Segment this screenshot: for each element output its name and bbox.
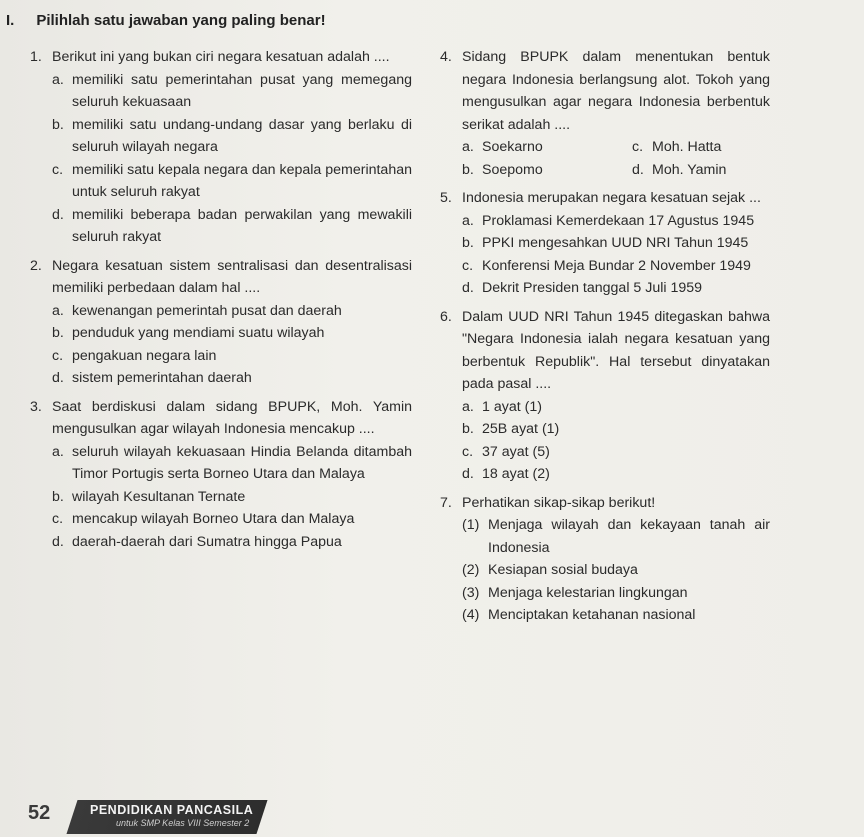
- statement-text: Menciptakan ketahanan nasional: [488, 607, 696, 623]
- section-heading: [6, 12, 326, 29]
- question-3: [30, 396, 412, 554]
- option-letter: d.: [632, 161, 644, 178]
- option-d[interactable]: [462, 277, 770, 300]
- option-text: Proklamasi Kemerdekaan 17 Agustus 1945: [482, 212, 755, 229]
- question-number: 4.: [440, 49, 452, 65]
- question-stem: Berikut ini yang bukan ciri negara kesatuan adalah ....: [52, 49, 390, 65]
- option-text: daerah-daerah dari Sumatra hingga Papua: [72, 533, 342, 550]
- option-text: wilayah Kesultanan Ternate: [72, 488, 246, 505]
- option-a[interactable]: [462, 210, 770, 233]
- option-text: Soekarno: [482, 139, 543, 155]
- option-letter: d.: [52, 206, 64, 223]
- option-letter: b.: [462, 235, 474, 251]
- statement-number: (4): [462, 607, 480, 623]
- question-stem: Sidang BPUPK dalam menentukan bentuk negara Indonesia berlangsung alot. Tokoh yang mengusulkan agar negara Indonesia berbentuk serikat adalah ....: [462, 49, 770, 133]
- option-text: memiliki satu kepala negara dan kepala pemerintahan untuk seluruh rakyat: [72, 161, 412, 200]
- option-letter: a.: [462, 212, 474, 229]
- option-text: 1 ayat (1): [482, 398, 542, 415]
- option-text: Dekrit Presiden tanggal 5 Juli 1959: [482, 280, 703, 296]
- statement-text: Menjaga kelestarian lingkungan: [488, 584, 688, 601]
- option-letter: b.: [462, 421, 474, 437]
- option-b[interactable]: [462, 232, 770, 255]
- option-a[interactable]: [52, 300, 412, 323]
- option-d[interactable]: [632, 159, 792, 182]
- statement-item: [462, 604, 770, 627]
- question-4: [440, 46, 770, 181]
- right-column: [440, 46, 770, 633]
- option-b[interactable]: [52, 486, 412, 509]
- option-text: penduduk yang mendiami suatu wilayah: [72, 325, 325, 341]
- option-letter: b.: [52, 488, 64, 505]
- question-5: [440, 187, 770, 300]
- question-7: [440, 492, 770, 627]
- option-letter: c.: [52, 161, 64, 178]
- option-d[interactable]: [462, 463, 770, 486]
- option-letter: c.: [462, 443, 474, 460]
- section-instruction: Pilihlah satu jawaban yang paling benar!: [36, 12, 326, 29]
- section-number: I.: [6, 12, 15, 29]
- option-c[interactable]: [52, 508, 412, 531]
- option-d[interactable]: [52, 204, 412, 249]
- option-letter: a.: [52, 443, 64, 460]
- question-stem: Indonesia merupakan negara kesatuan sejak ...: [462, 190, 761, 206]
- option-text: PPKI mengesahkan UUD NRI Tahun 1945: [482, 235, 749, 251]
- option-d[interactable]: [52, 531, 412, 554]
- option-letter: b.: [52, 116, 64, 133]
- page-number: 52: [28, 802, 51, 824]
- option-text: memiliki satu pemerintahan pusat yang memegang seluruh kekuasaan: [72, 71, 412, 110]
- option-b[interactable]: [52, 322, 412, 345]
- question-stem: Perhatikan sikap-sikap berikut!: [462, 494, 656, 511]
- statement-item: [462, 514, 770, 559]
- option-text: 18 ayat (2): [482, 466, 550, 482]
- option-text: pengakuan negara lain: [72, 347, 217, 364]
- question-2: [30, 255, 412, 390]
- option-a[interactable]: [52, 441, 412, 486]
- option-letter: d.: [462, 466, 474, 482]
- option-text: Soepomo: [482, 161, 543, 178]
- option-letter: c.: [462, 257, 474, 274]
- option-letter: b.: [462, 161, 474, 178]
- option-text: memiliki satu undang-undang dasar yang berlaku di seluruh wilayah negara: [72, 116, 412, 155]
- option-grid: [462, 136, 770, 181]
- statement-text: Kesiapan sosial budaya: [488, 562, 638, 578]
- option-a[interactable]: [462, 136, 632, 159]
- question-number: 5.: [440, 190, 452, 206]
- option-a[interactable]: [52, 69, 412, 114]
- option-letter: b.: [52, 325, 64, 341]
- option-c[interactable]: [462, 255, 770, 278]
- option-text: Moh. Hatta: [652, 139, 722, 155]
- left-column: [30, 46, 412, 559]
- option-a[interactable]: [462, 396, 770, 419]
- question-stem: Saat berdiskusi dalam sidang BPUPK, Moh. Yamin mengusulkan agar wilayah Indonesia mencakup ....: [52, 398, 412, 437]
- statement-number: (1): [462, 517, 480, 533]
- option-text: memiliki beberapa badan perwakilan yang mewakili seluruh rakyat: [72, 206, 412, 245]
- option-text: kewenangan pemerintah pusat dan daerah: [72, 302, 342, 319]
- question-stem: Negara kesatuan sistem sentralisasi dan desentralisasi memiliki perbedaan dalam hal ....: [52, 257, 412, 296]
- option-letter: d.: [462, 280, 474, 296]
- question-6: [440, 306, 770, 486]
- statement-number: (3): [462, 584, 480, 601]
- question-number: 7.: [440, 494, 452, 511]
- option-letter: c.: [632, 139, 644, 155]
- book-subtitle: untuk SMP Kelas VIII Semester 2: [116, 818, 250, 828]
- question-number: 1.: [30, 49, 42, 65]
- option-c[interactable]: [462, 441, 770, 464]
- option-letter: a.: [462, 139, 474, 155]
- question-stem: Dalam UUD NRI Tahun 1945 ditegaskan bahwa "Negara Indonesia ialah negara kesatuan yang berbentuk Republik". Hal tersebut dinyatakan pada pasal ....: [462, 308, 770, 392]
- question-1: [30, 46, 412, 249]
- option-letter: d.: [52, 370, 64, 386]
- option-text: sistem pemerintahan daerah: [72, 370, 252, 386]
- statement-item: [462, 582, 770, 605]
- statement-item: [462, 559, 770, 582]
- option-c[interactable]: [632, 136, 792, 159]
- option-letter: c.: [52, 347, 64, 364]
- option-letter: a.: [462, 398, 474, 415]
- question-number: 2.: [30, 257, 42, 274]
- option-letter: a.: [52, 71, 64, 88]
- option-c[interactable]: [52, 159, 412, 204]
- option-text: mencakup wilayah Borneo Utara dan Malaya: [72, 511, 355, 527]
- page-footer: [0, 790, 864, 837]
- option-letter: a.: [52, 302, 64, 319]
- option-letter: d.: [52, 533, 64, 550]
- book-title: PENDIDIKAN PANCASILA: [90, 803, 254, 817]
- option-b[interactable]: [462, 418, 770, 441]
- option-text: seluruh wilayah kekuasaan Hindia Belanda ditambah Timor Portugis serta Borneo Utara dan Malaya: [72, 443, 412, 482]
- question-number: 3.: [30, 398, 42, 415]
- statement-text: Menjaga wilayah dan kekayaan tanah air Indonesia: [488, 517, 770, 556]
- option-b[interactable]: [52, 114, 412, 159]
- option-text: 25B ayat (1): [482, 421, 560, 437]
- option-b[interactable]: [462, 159, 632, 182]
- option-text: Moh. Yamin: [652, 161, 727, 178]
- option-d[interactable]: [52, 367, 412, 390]
- statement-number: (2): [462, 562, 480, 578]
- option-text: Konferensi Meja Bundar 2 November 1949: [482, 257, 751, 274]
- option-letter: c.: [52, 511, 64, 527]
- option-c[interactable]: [52, 345, 412, 368]
- option-text: 37 ayat (5): [482, 443, 550, 460]
- question-number: 6.: [440, 308, 452, 325]
